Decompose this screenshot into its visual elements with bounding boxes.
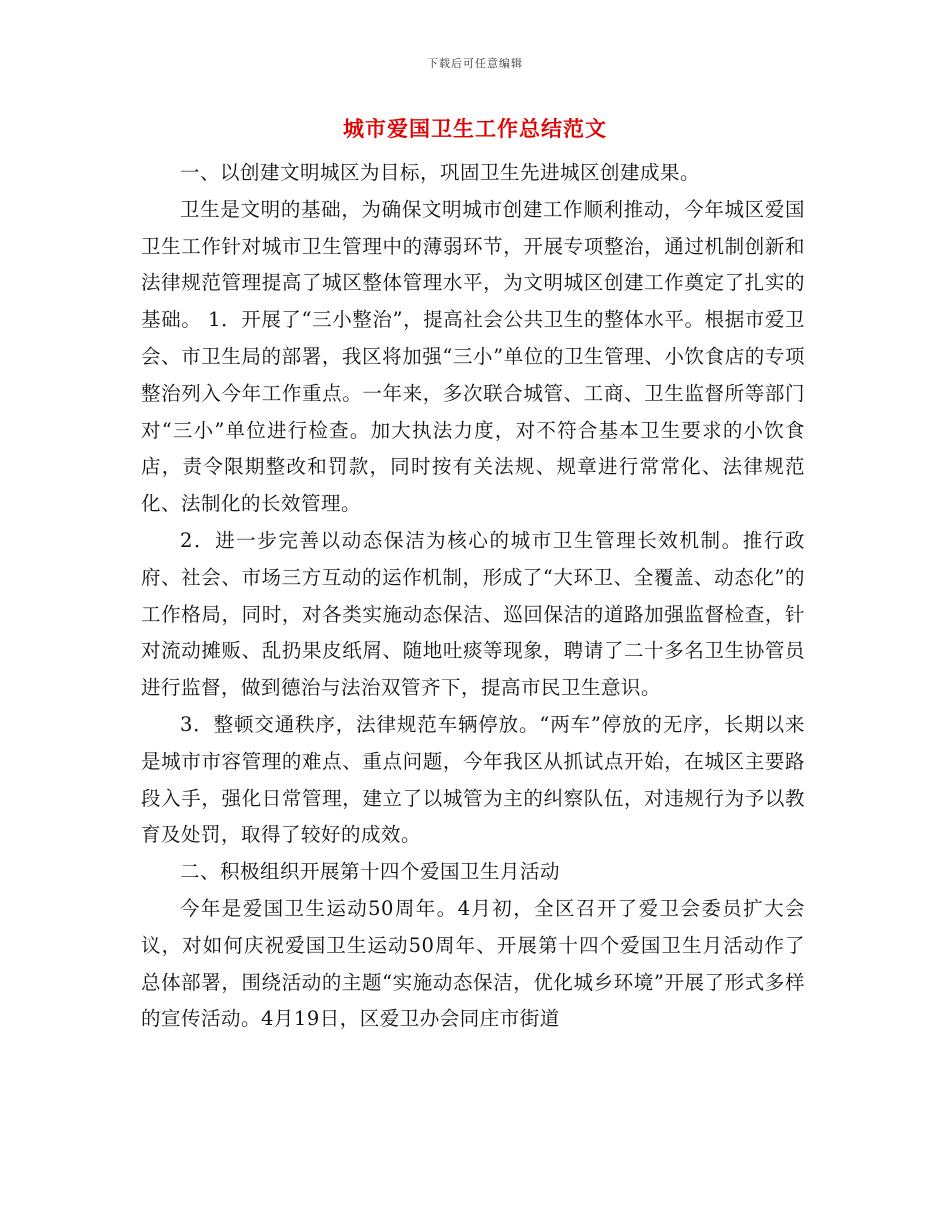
paragraph-section-one-heading: 一、以创建文明城区为目标，巩固卫生先进城区创建成果。 — [180, 161, 701, 184]
header-note: 下载后可任意编辑 — [427, 57, 523, 70]
paragraph-section-two-heading: 二、积极组织开展第十四个爱国卫生月活动 — [180, 860, 561, 884]
document-body — [141, 155, 805, 1038]
paragraph-anniversary-activities: 今年是爱国卫生运动50周年。4月初，全区召开了爱卫会委员扩大会议，对如何庆祝爱国卫生运动50周年、开展第十四个爱国卫生月活动作了总体部署，围绕活动的主题“实施动态保洁，优化城乡环境”开展了形式多样的宣传活动。4月19日，区爱卫办会同庄市街道 — [141, 896, 805, 1031]
paragraph-traffic-order: 3．整顿交通秩序，法律规范车辆停放。“两车”停放的无序，长期以来是城市市容管理的难点、重点问题，今年我区从抓试点开始，在城区主要路段入手，强化日常管理，建立了以城管为主的纠察队伍，对违规行为予以教育及处罚，取得了较好的成效。 — [141, 712, 805, 847]
paragraph-sanitation-basis: 卫生是文明的基础，为确保文明城市创建工作顺利推动，今年城区爱国卫生工作针对城市卫生管理中的薄弱环节，开展专项整治，通过机制创新和法律规范管理提高了城区整体管理水平，为文明城区创建工作奠定了扎实的基础。 1．开展了“三小整治”，提高社会公共卫生的整体水平。根据市爱卫会、市卫生局的部署，我区将加强“三小”单位的卫生管理、小饮食店的专项整治列入今年工作重点。一年来，多次联合城管、工商、卫生监督所等部门对“三小”单位进行检查。加大执法力度，对不符合基本卫生要求的小饮食店，责令限期整改和罚款，同时按有关法规、规章进行常常化、法律规范化、法制化的长效管理。 — [141, 197, 805, 516]
document-title: 城市爱国卫生工作总结范文 — [343, 116, 607, 141]
paragraph-dynamic-cleaning: 2．进一步完善以动态保洁为核心的城市卫生管理长效机制。推行政府、社会、市场三方互动的运作机制，形成了“大环卫、全覆盖、动态化”的工作格局，同时，对各类实施动态保洁、巡回保洁的道路加强监督检查，针对流动摊贩、乱扔果皮纸屑、随地吐痰等现象，聘请了二十多名卫生协管员进行监督，做到德治与法治双管齐下，提高市民卫生意识。 — [141, 528, 805, 700]
